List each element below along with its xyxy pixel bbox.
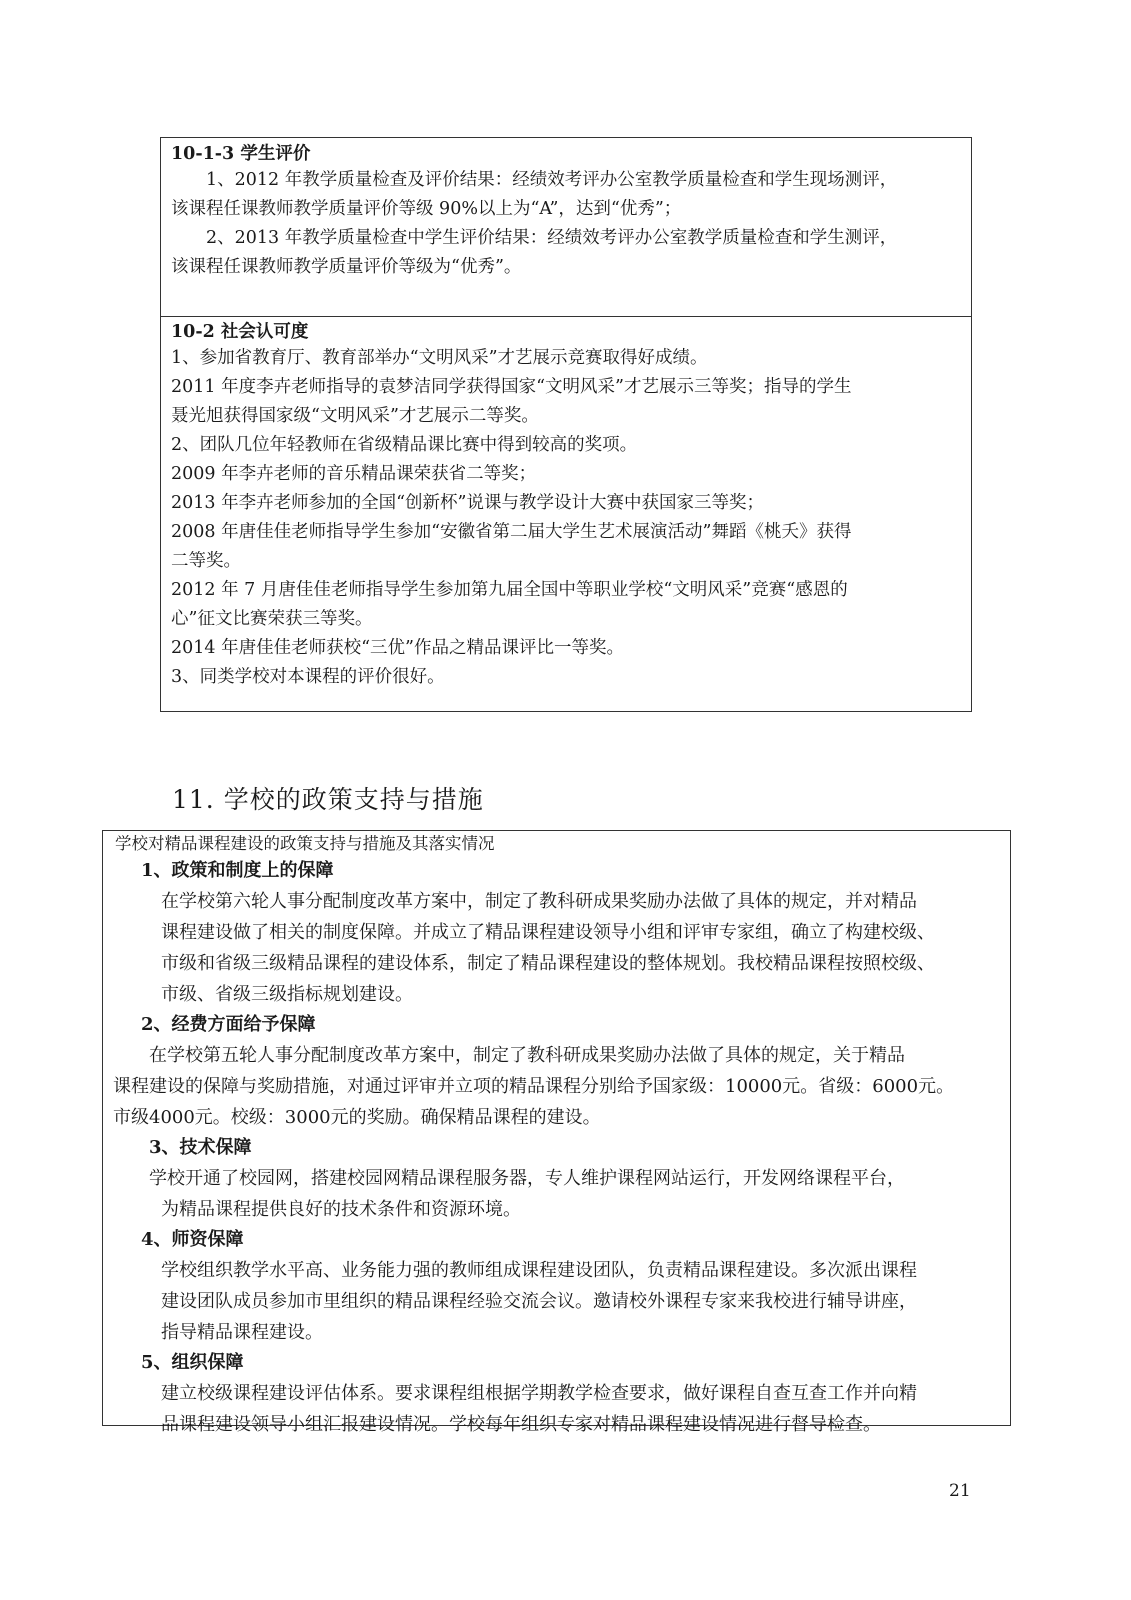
student-evaluation-heading: 10-1-3 学生评价 bbox=[171, 144, 311, 164]
policy-subheading: 4、师资保障 bbox=[141, 1229, 244, 1250]
policy-intro: 学校对精品课程建设的政策支持与措施及其落实情况 bbox=[115, 834, 495, 853]
student-evaluation-line: 该课程任课教师教学质量评价等级为“优秀”。 bbox=[171, 257, 522, 277]
social-recognition-line: 2012 年 7 月唐佳佳老师指导学生参加第九届全国中等职业学校“文明风采”竞赛“感恩的 bbox=[171, 580, 848, 600]
social-recognition-line: 2009 年李卉老师的音乐精品课荣获省二等奖； bbox=[171, 464, 537, 484]
student-evaluation-box bbox=[160, 137, 972, 317]
social-recognition-line: 2、团队几位年轻教师在省级精品课比赛中得到较高的奖项。 bbox=[171, 435, 638, 455]
policy-line: 市级、省级三级指标规划建设。 bbox=[161, 984, 413, 1005]
policy-subheading: 5、组织保障 bbox=[141, 1352, 244, 1373]
social-recognition-box bbox=[160, 317, 972, 712]
policy-line: 建立校级课程建设评估体系。要求课程组根据学期教学检查要求，做好课程自查互查工作并向精 bbox=[161, 1383, 917, 1404]
student-evaluation-line: 该课程任课教师教学质量评价等级 90%以上为“A”，达到“优秀”； bbox=[171, 199, 682, 219]
social-recognition-line: 2013 年李卉老师参加的全国“创新杯”说课与教学设计大赛中获国家三等奖； bbox=[171, 493, 764, 513]
student-evaluation-line: 2、2013 年教学质量检查中学生评价结果：经绩效考评办公室教学质量检查和学生测评， bbox=[206, 228, 898, 248]
policy-line: 学校开通了校园网，搭建校园网精品课程服务器，专人维护课程网站运行，开发网络课程平台， bbox=[149, 1168, 905, 1189]
social-recognition-line: 2008 年唐佳佳老师指导学生参加“安徽省第二届大学生艺术展演活动”舞蹈《桃夭》获得 bbox=[171, 522, 852, 542]
student-evaluation-line: 1、2012 年教学质量检查及评价结果：经绩效考评办公室教学质量检查和学生现场测评， bbox=[206, 170, 898, 190]
policy-line: 市级4000元。校级：3000元的奖励。确保精品课程的建设。 bbox=[113, 1107, 601, 1128]
policy-line: 在学校第五轮人事分配制度改革方案中，制定了教科研成果奖励办法做了具体的规定，关于精品 bbox=[149, 1045, 905, 1066]
social-recognition-line: 1、参加省教育厅、教育部举办“文明风采”才艺展示竞赛取得好成绩。 bbox=[171, 348, 708, 368]
policy-line: 课程建设的保障与奖励措施，对通过评审并立项的精品课程分别给予国家级：10000元。省级：6000元。 bbox=[113, 1076, 955, 1097]
policy-line: 市级和省级三级精品课程的建设体系，制定了精品课程建设的整体规划。我校精品课程按照校级、 bbox=[161, 953, 935, 974]
policy-line: 课程建设做了相关的制度保障。并成立了精品课程建设领导小组和评审专家组，确立了构建校级、 bbox=[161, 922, 935, 943]
policy-line: 学校组织教学水平高、业务能力强的教师组成课程建设团队，负责精品课程建设。多次派出课程 bbox=[161, 1260, 917, 1281]
policy-line: 为精品课程提供良好的技术条件和资源环境。 bbox=[161, 1199, 521, 1220]
policy-line: 建设团队成员参加市里组织的精品课程经验交流会议。邀请校外课程专家来我校进行辅导讲座， bbox=[161, 1291, 917, 1312]
page-number: 21 bbox=[949, 1481, 971, 1501]
social-recognition-line: 心”征文比赛荣获三等奖。 bbox=[171, 609, 373, 629]
policy-line: 品课程建设领导小组汇报建设情况。学校每年组织专家对精品课程建设情况进行督导检查。 bbox=[161, 1414, 881, 1435]
policy-subheading: 1、政策和制度上的保障 bbox=[141, 860, 334, 881]
social-recognition-line: 聂光旭获得国家级“文明风采”才艺展示二等奖。 bbox=[171, 406, 539, 426]
social-recognition-line: 2014 年唐佳佳老师获校“三优”作品之精品课评比一等奖。 bbox=[171, 638, 624, 658]
social-recognition-heading: 10-2 社会认可度 bbox=[171, 322, 309, 342]
social-recognition-line: 3、同类学校对本课程的评价很好。 bbox=[171, 667, 445, 687]
section-11-title: 11. 学校的政策支持与措施 bbox=[172, 785, 484, 814]
policy-support-box bbox=[102, 830, 1011, 1435]
policy-subheading: 2、经费方面给予保障 bbox=[141, 1014, 316, 1035]
social-recognition-line: 二等奖。 bbox=[171, 551, 241, 571]
policy-subheading: 3、技术保障 bbox=[149, 1137, 252, 1158]
policy-line: 指导精品课程建设。 bbox=[161, 1322, 323, 1343]
policy-line: 在学校第六轮人事分配制度改革方案中，制定了教科研成果奖励办法做了具体的规定，并对精品 bbox=[161, 891, 917, 912]
social-recognition-line: 2011 年度李卉老师指导的袁梦洁同学获得国家“文明风采”才艺展示三等奖；指导的学生 bbox=[171, 377, 852, 397]
